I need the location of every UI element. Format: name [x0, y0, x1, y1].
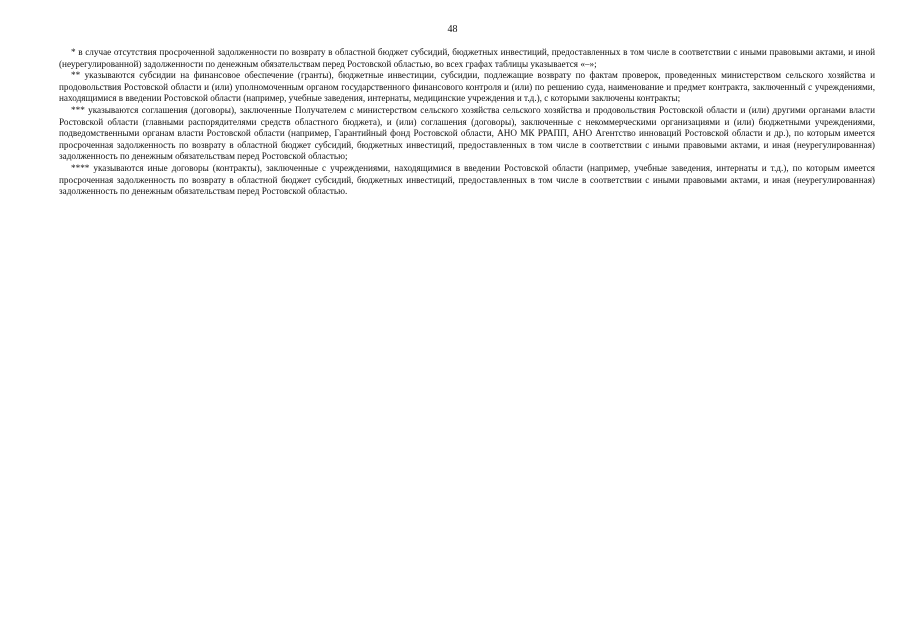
footnote-two-stars: ** указываются субсидии на финансовое обеспечение (гранты), бюджетные инвестиции, субсидии, подлежащие возврату по фактам проверок, проведенных министерством сельского хозяйства и продовольствия Ростовской области и (или) уполномоченным органом государственного финансового контроля и (или) по решению суда, наименование и предмет контракта, заключенный с учреждениями, находящимися в введении Ростовской области (например, учебные заведения, интернаты, медицинские учреждения и т.д.), с которыми заключены контракты; — [59, 70, 875, 104]
footnote-one-star: * в случае отсутствия просроченной задолженности по возврату в областной бюджет субсидий, бюджетных инвестиций, предоставленных в том числе в соответствии с иными правовыми актами, и иной (неурегулированной) задолженности по денежным обязательствам перед Ростовской областью, во всех графах таблицы указывается «–»; — [59, 47, 875, 69]
footnote-three-stars: *** указываются соглашения (договоры), заключенные Получателем с министерством сельского хозяйства сельского хозяйства и продовольствия Ростовской области и (или) другими органами власти Ростовской области (главными распорядителями средств областного бюджета), и (или) соглашения (договоры), заключенные с некоммерческими организациями и (или) бюджетными учреждениями, подведомственными органам власти Ростовской области (например, Гарантийный фонд Ростовской области, АНО МК РРАПП, АНО Агентство инноваций Ростовской области и др.), по которым имеется просроченная задолженность по возврату в областной бюджет субсидий, бюджетных инвестиций, предоставленных в том числе в соответствии с иными правовыми актами, и иная (неурегулированная) задолженность по денежным обязательствам перед Ростовской областью; — [59, 104, 875, 162]
footnote-four-stars: **** указываются иные договоры (контракты), заключенные с учреждениями, находящимися в введении Ростовской области (например, учебные заведения, интернаты и т.д.), по которым имеется просроченная задолженность по возврату в областной бюджет субсидий, бюджетных инвестиций, предоставленных в том числе в соответствии с иными правовыми актами, и иная (неурегулированная) задолженность по денежным обязательствам перед Ростовской областью. — [59, 162, 875, 197]
page-number: 48 — [447, 24, 458, 35]
footnotes-block — [59, 47, 875, 198]
